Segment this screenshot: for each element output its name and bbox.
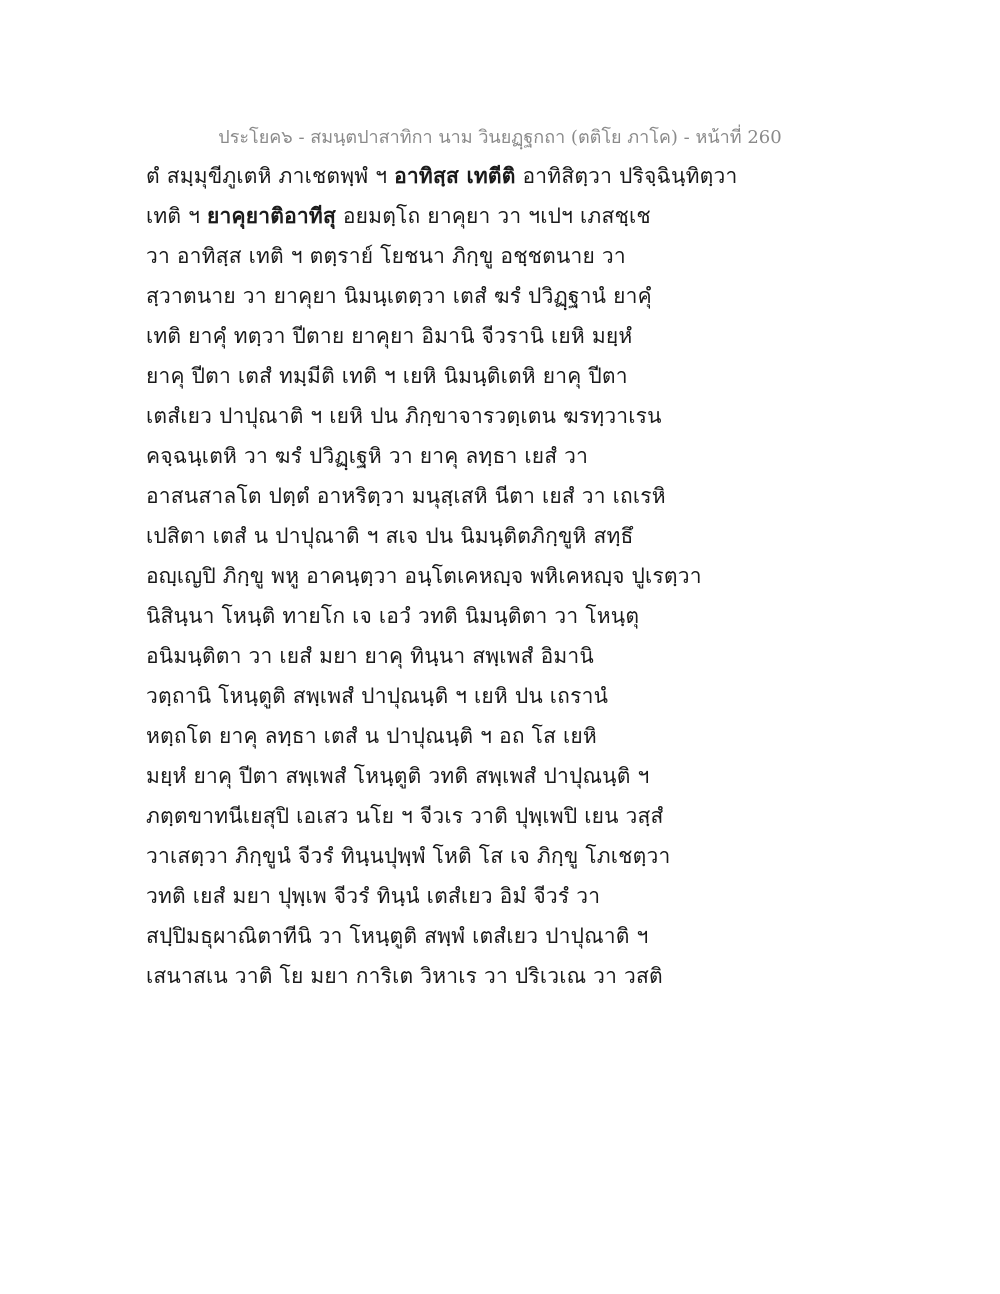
text-line [146, 676, 866, 716]
text-line [146, 516, 866, 556]
text-line [146, 276, 866, 316]
line-text: หตฺถโต ยาคุ ลทฺธา เตสํ น ปาปุณนฺติ ฯ อถ โส เยหิ [146, 724, 597, 748]
bold-term: อาทิสฺส เทตีติ [394, 163, 516, 188]
text-line [146, 876, 866, 916]
text-line [146, 756, 866, 796]
text-line [146, 556, 866, 596]
text-line [146, 476, 866, 516]
line-text: วาเสตฺวา ภิกฺขูนํ จีวรํ ทินฺนปุพฺพํ โหติ โส เจ ภิกฺขู โภเชตฺวา [146, 844, 671, 868]
line-text: อนิมนฺติตา วา เยสํ มยา ยาคุ ทินฺนา สพฺเพสํ อิมานิ [146, 644, 594, 668]
text-line [146, 916, 866, 956]
line-text: ตํ สมฺมุขีภูเตหิ ภาเชตพฺพํ ฯ [146, 164, 395, 188]
line-text: สฺวาตนาย วา ยาคุยา นิมนฺเตตฺวา เตสํ ฆรํ ปวิฏฺฐานํ ยาคุํ [146, 284, 652, 308]
bold-term: ยาคุยาติอาทีสุ [207, 203, 336, 228]
text-line [146, 316, 866, 356]
text-line [146, 196, 866, 236]
line-text: อญฺเญปิ ภิกฺขู พหู อาคนฺตฺวา อนฺโตเคหญฺจ พหิเคหญฺจ ปูเรตฺวา [146, 564, 702, 588]
text-line [146, 236, 866, 276]
text-line [146, 636, 866, 676]
line-text: วตฺถานิ โหนฺตูติ สพฺเพสํ ปาปุณนฺติ ฯ เยหิ ปน เถรานํ [146, 684, 609, 708]
line-text: เทติ ยาคุํ ทตฺวา ปีตาย ยาคุยา อิมานิ จีวรานิ เยหิ มยฺหํ [146, 324, 633, 348]
text-line [146, 396, 866, 436]
line-text: เปสิตา เตสํ น ปาปุณาติ ฯ สเจ ปน นิมนฺติตภิกฺขูหิ สทฺธึ [146, 524, 634, 548]
line-text: วา อาทิสฺส เทติ ฯ ตตฺราย์ โยชนา ภิกฺขู อชฺชตนาย วา [146, 244, 626, 268]
text-line [146, 156, 866, 196]
line-text: อาทิสิตฺวา ปริจฺฉินฺทิตฺวา [515, 164, 738, 188]
line-text: สปฺปิมธุผาณิตาทีนิ วา โหนฺตูติ สพฺพํ เตสํเยว ปาปุณาติ ฯ [146, 924, 649, 948]
text-line [146, 956, 866, 996]
line-text: เตสํเยว ปาปุณาติ ฯ เยหิ ปน ภิกฺขาจารวตฺเตน ฆรทฺวาเรน [146, 404, 662, 428]
line-text: อาสนสาลโต ปตฺตํ อาหริตฺวา มนุสฺเสหิ นีตา เยสํ วา เถเรหิ [146, 484, 666, 508]
running-header: ประโยค๖ - สมนฺตปาสาทิกา นาม วินยฏฺฐกถา (ตติโย ภาโค) - หน้าที่ 260 [218, 127, 782, 148]
line-text: วทติ เยสํ มยา ปุพฺเพ จีวรํ ทินฺนํ เตสํเยว อิมํ จีวรํ วา [146, 884, 601, 908]
line-text: เสนาสเน วาติ โย มยา การิเต วิหาเร วา ปริเวเณ วา วสติ [146, 964, 663, 988]
text-body [146, 156, 866, 996]
text-line [146, 796, 866, 836]
text-line [146, 716, 866, 756]
line-text: เทติ ฯ [146, 204, 208, 228]
text-line [146, 356, 866, 396]
line-text: ภตฺตขาทนีเยสุปิ เอเสว นโย ฯ จีวเร วาติ ปุพฺเพปิ เยน วสฺสํ [146, 804, 664, 828]
text-line [146, 436, 866, 476]
line-text: นิสินฺนา โหนฺติ ทายโก เจ เอวํ วทติ นิมนฺติตา วา โหนฺตุ [146, 604, 640, 628]
line-text: มยฺหํ ยาคุ ปีตา สพฺเพสํ โหนฺตูติ วทติ สพฺเพสํ ปาปุณนฺติ ฯ [146, 764, 650, 788]
text-line [146, 596, 866, 636]
line-text: อยมตฺโถ ยาคุยา วา ฯเปฯ เภสชฺเช [335, 204, 651, 228]
text-line [146, 836, 866, 876]
line-text: คจฺฉนฺเตหิ วา ฆรํ ปวิฏฺเฐหิ วา ยาคุ ลทฺธา เยสํ วา [146, 444, 589, 468]
line-text: ยาคุ ปีตา เตสํ ทมฺมีติ เทติ ฯ เยหิ นิมนฺติเตหิ ยาคุ ปีตา [146, 364, 628, 388]
